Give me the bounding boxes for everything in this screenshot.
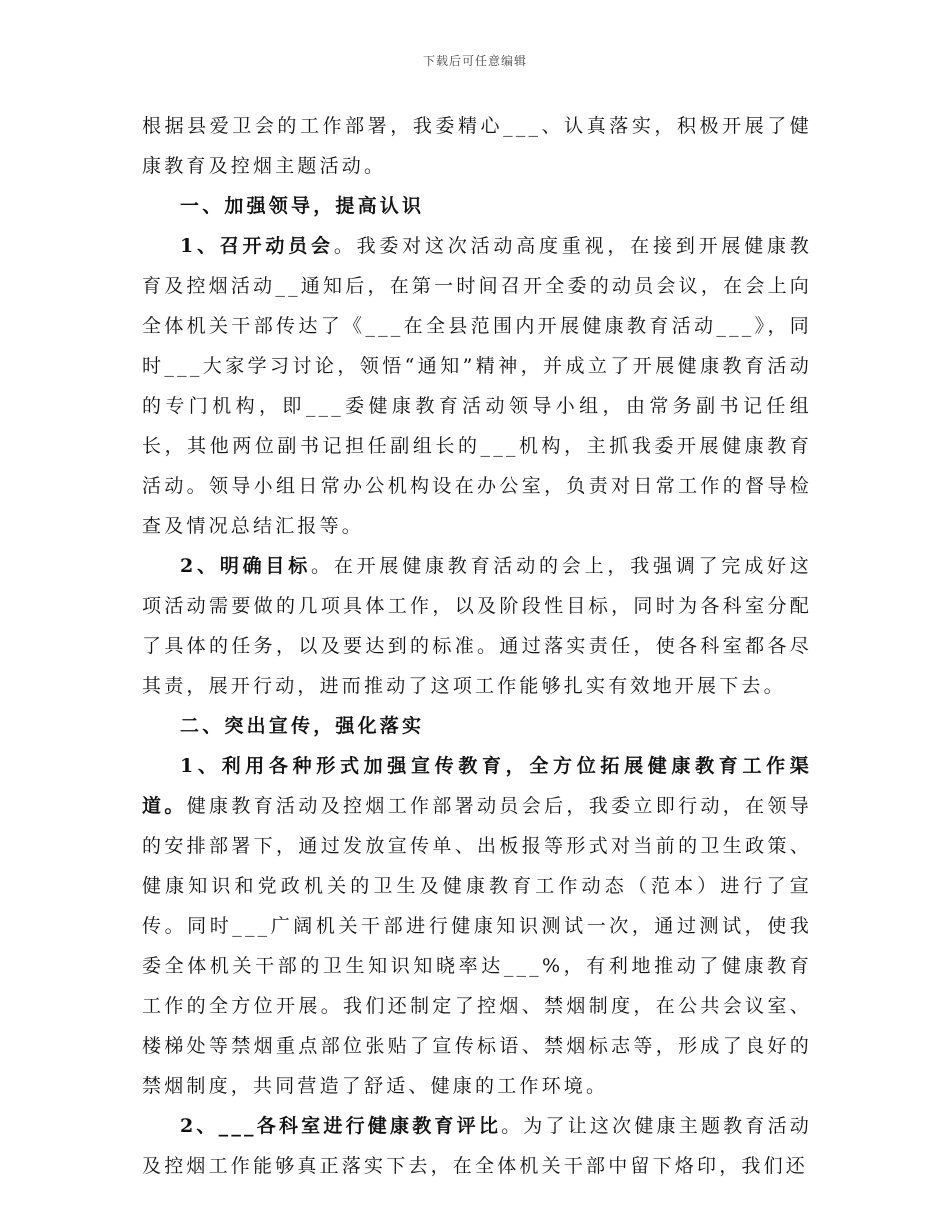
paragraph-body-publicity: 健康教育活动及控烟工作部署动员会后，我委立即行动，在领导的安排部署下，通过发放宣传单、出板报等形式对当前的卫生政策、健康知识和党政机关的卫生及健康教育工作动态（范本）进行了宣传。同时___广阔机关干部进行健康知识测试一次，通过测试，使我委全体机关干部的卫生知识知晓率达___%，有利地推动了健康教育工作的全方位开展。我们还制定了控烟、禁烟制度，在公共会议室、楼梯处等禁烟重点部位张贴了宣传标语、禁烟标志等，形成了良好的禁烟制度，共同营造了舒适、健康的工作环境。 xyxy=(142,795,812,1097)
page-header-note: 下载后可任意编辑 xyxy=(422,54,527,68)
section-heading-2: 二、突出宣传，强化落实 xyxy=(180,715,425,737)
paragraph-mobilization-meeting xyxy=(142,226,812,546)
paragraph-clear-goals xyxy=(142,546,812,706)
paragraph-lead-evaluation: 2、___各科室进行健康教育评比 xyxy=(180,1115,502,1137)
paragraph-body-evaluation: 。为了让这次健康主题教育活动及控烟工作能够真正落实下去，在全体机关干部中留下烙印，我们还 xyxy=(142,1115,812,1177)
document-body xyxy=(142,106,812,1186)
paragraph-evaluation xyxy=(142,1106,812,1186)
intro-paragraph: 根据县爱卫会的工作部署，我委精心___、认真落实，积极开展了健康教育及控烟主题活动。 xyxy=(142,115,812,177)
paragraph-publicity xyxy=(142,746,812,1106)
paragraph-lead-publicity: 1、利用各种形式加强宣传教育，全方位拓展健康教育工作渠道。 xyxy=(142,755,812,817)
paragraph-lead-mobilization: 1、召开动员会 xyxy=(180,235,334,257)
section-heading-1: 一、加强领导，提高认识 xyxy=(180,195,425,217)
paragraph-body-mobilization: 。我委对这次活动高度重视，在接到开展健康教育及控烟活动__通知后，在第一时间召开全委的动员会议，在会上向全体机关干部传达了《___在全县范围内开展健康教育活动___》，同时___大家学习讨论，领悟“通知”精神，并成立了开展健康教育活动的专门机构，即___委健康教育活动领导小组，由常务副书记任组长，其他两位副书记担任副组长的___机构，主抓我委开展健康教育活动。领导小组日常办公机构设在办公室，负责对日常工作的督导检查及情况总结汇报等。 xyxy=(142,235,813,537)
paragraph-lead-goals: 2、明确目标 xyxy=(180,555,312,577)
paragraph-body-goals: 。在开展健康教育活动的会上，我强调了完成好这项活动需要做的几项具体工作，以及阶段性目标，同时为各科室分配了具体的任务，以及要达到的标准。通过落实责任，使各科室都各尽其责，展开行动，进而推动了这项工作能够扎实有效地开展下去。 xyxy=(142,555,812,697)
